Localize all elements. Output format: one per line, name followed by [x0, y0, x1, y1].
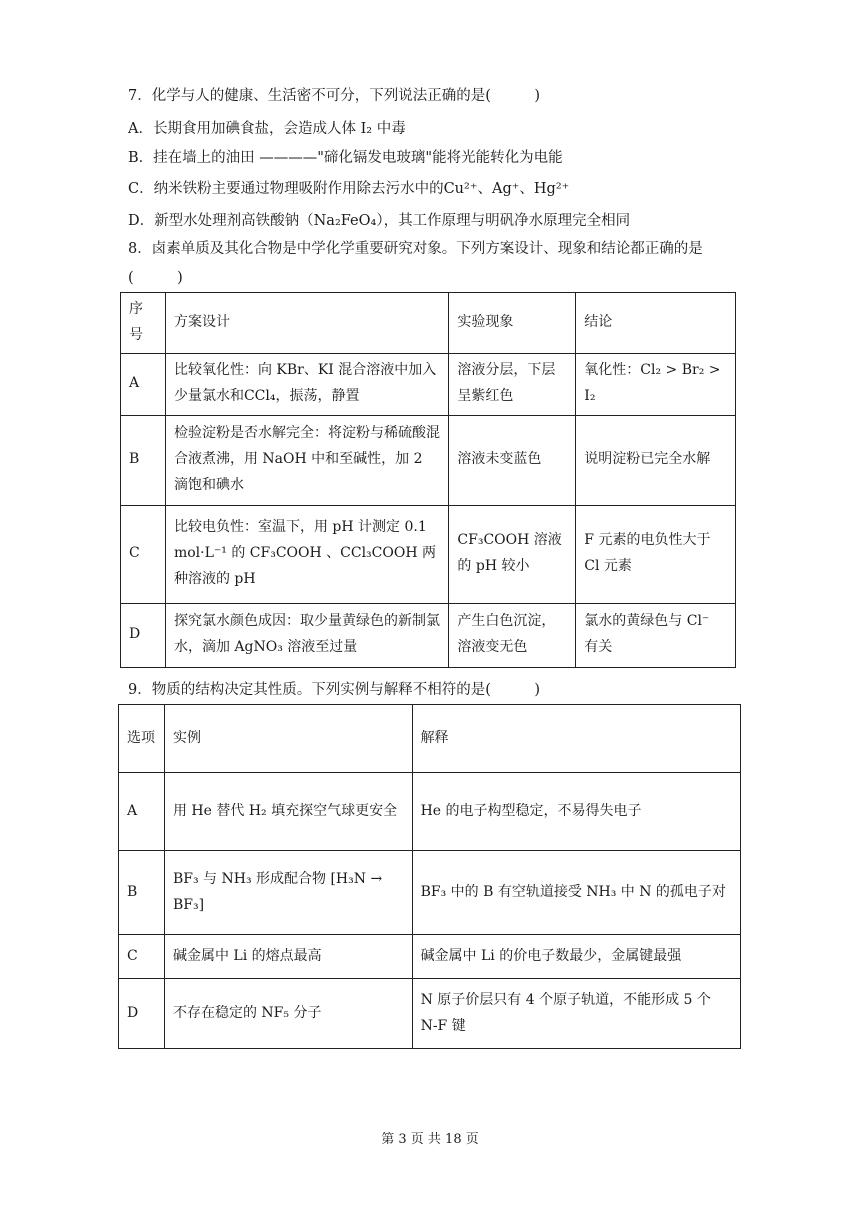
header-cell: 解释: [412, 705, 740, 773]
row-id: B: [121, 415, 166, 505]
header-cell: 结论: [576, 293, 736, 354]
table-row: [121, 415, 736, 505]
q8-stem: 8．卤素单质及其化合物是中学化学重要研究对象。下列方案设计、现象和结论都正确的是: [128, 241, 703, 257]
example-cell: 碱金属中 Li 的熔点最高: [164, 935, 412, 979]
table-row: [121, 505, 736, 603]
q9-table: [118, 704, 741, 1049]
row-id: D: [119, 979, 165, 1049]
row-id: C: [121, 505, 166, 603]
q8-stem-paren: ( ): [128, 270, 183, 286]
conclusion-cell: 说明淀粉已完全水解: [576, 415, 736, 505]
design-cell: 比较氧化性：向 KBr、KI 混合溶液中加入少量氯水和CCl₄，振荡，静置: [165, 353, 448, 415]
explanation-cell: N 原子价层只有 4 个原子轨道，不能形成 5 个 N-F 键: [412, 979, 740, 1049]
example-cell: BF₃ 与 NH₃ 形成配合物 [H₃N → BF₃]: [164, 851, 412, 935]
q7-option-b: B．挂在墙上的油田 ————"碲化镉发电玻璃"能将光能转化为电能: [128, 150, 563, 166]
q7-option-d: D．新型水处理剂高铁酸钠（Na₂FeO₄），其工作原理与明矾净水原理完全相同: [128, 213, 631, 229]
table-row: [119, 979, 741, 1049]
phenomenon-cell: 溶液分层，下层呈紫红色: [449, 353, 576, 415]
header-cell: 选项: [119, 705, 165, 773]
q7-option-a: A．长期食用加碘食盐，会造成人体 I₂ 中毒: [128, 121, 406, 137]
row-id: A: [119, 773, 165, 851]
table-row: [119, 851, 741, 935]
header-cell: 实验现象: [449, 293, 576, 354]
row-id: C: [119, 935, 165, 979]
conclusion-cell: 氯水的黄绿色与 Cl⁻ 有关: [576, 603, 736, 667]
table-row: [121, 353, 736, 415]
header-cell: 方案设计: [165, 293, 448, 354]
q7-stem: 7．化学与人的健康、生活密不可分，下列说法正确的是( ): [128, 88, 541, 104]
explanation-cell: He 的电子构型稳定，不易得失电子: [412, 773, 740, 851]
page-footer: 第 3 页 共 18 页: [381, 1132, 479, 1147]
phenomenon-cell: 溶液未变蓝色: [449, 415, 576, 505]
table-header-row: [121, 293, 736, 354]
conclusion-cell: F 元素的电负性大于 Cl 元素: [576, 505, 736, 603]
q9-stem: 9．物质的结构决定其性质。下列实例与解释不相符的是( ): [128, 682, 541, 698]
row-id: A: [121, 353, 166, 415]
example-cell: 用 He 替代 H₂ 填充探空气球更安全: [164, 773, 412, 851]
q8-table: [120, 292, 736, 668]
table-row: [119, 773, 741, 851]
table-row: [119, 935, 741, 979]
phenomenon-cell: CF₃COOH 溶液的 pH 较小: [449, 505, 576, 603]
explanation-cell: 碱金属中 Li 的价电子数最少，金属键最强: [412, 935, 740, 979]
row-id: D: [121, 603, 166, 667]
conclusion-cell: 氧化性：Cl₂ > Br₂ > I₂: [576, 353, 736, 415]
header-cell: 实例: [164, 705, 412, 773]
table-row: [121, 603, 736, 667]
header-cell: 序号: [121, 293, 166, 354]
phenomenon-cell: 产生白色沉淀，溶液变无色: [449, 603, 576, 667]
row-id: B: [119, 851, 165, 935]
design-cell: 比较电负性：室温下，用 pH 计测定 0.1 mol·L⁻¹ 的 CF₃COOH 、CCl₃COOH 两种溶液的 pH: [165, 505, 448, 603]
table-header-row: [119, 705, 741, 773]
design-cell: 检验淀粉是否水解完全：将淀粉与稀硫酸混合液煮沸，用 NaOH 中和至碱性，加 2 滴饱和碘水: [165, 415, 448, 505]
design-cell: 探究氯水颜色成因：取少量黄绿色的新制氯水，滴加 AgNO₃ 溶液至过量: [165, 603, 448, 667]
q7-option-c: C．纳米铁粉主要通过物理吸附作用除去污水中的Cu²⁺、Ag⁺、Hg²⁺: [128, 181, 570, 197]
explanation-cell: BF₃ 中的 B 有空轨道接受 NH₃ 中 N 的孤电子对: [412, 851, 740, 935]
example-cell: 不存在稳定的 NF₅ 分子: [164, 979, 412, 1049]
